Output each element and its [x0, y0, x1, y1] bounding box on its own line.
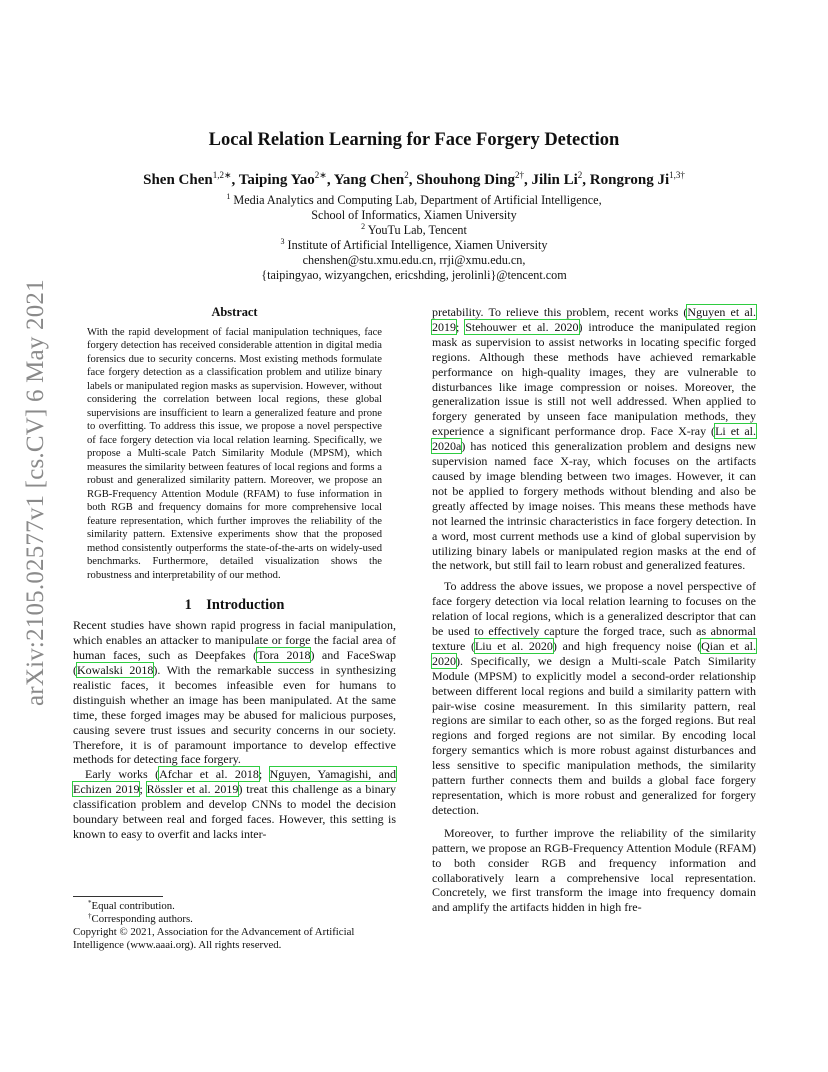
- author-name: Yang Chen: [333, 172, 405, 188]
- citation-link[interactable]: Tora 2018: [257, 648, 311, 663]
- intro-paragraph-4: To address the above issues, we propose a novel perspective of face forgery detection via local relation learning to focuses on the relation of local regions, which is a generalized descriptor that can be used to effectively capture the forged trace, such as abnormal texture (Liu et al. 2020) and high frequency noise (Qian et al. 2020). Specifically, we design a Multi-scale Patch Similarity Module (MPSM) to explicitly model a second-order relationship between different local regions and build a similarity pattern with pair-wise cosine measurement. In this similarity pattern, real regions are similar to each other, so as the forged regions. But real regions and forged regions are not similar. By encoding local forgery semantics which is more robust against disturbances and less sensitive to specific manipulation methods, the similarity pattern further connects them and builds a global face forgery representation, which is more robust and generalized for forgery detection.: [432, 579, 757, 817]
- affiliation-1-cont: School of Informatics, Xiamen University: [311, 208, 517, 222]
- intro-paragraph-1: Recent studies have shown rapid progress in facial manipulation, which enables an attacker to manipulate or forge the facial area of human faces, such as Deepfakes (Tora 2018) and FaceSwap (Kowalski 2018). With the remarkable success in synthesizing realistic faces, it becomes infeasible even for humans to distinguish whether an image has been manipulated. At the same time, these forged images may be abused for malicious purposes, causing severe trust issues and security concerns in our society. Therefore, it is of paramount importance to develop effective methods for detecting face forgery.: [73, 618, 397, 767]
- citation-link[interactable]: Stehouwer et al. 2020: [465, 319, 579, 334]
- left-column: [73, 305, 396, 842]
- footnote-rule: [73, 896, 163, 897]
- citation-link[interactable]: Kowalski 2018: [77, 663, 154, 678]
- paper-title: Local Relation Learning for Face Forgery Detection: [208, 130, 620, 150]
- author-name: Taiping Yao: [238, 172, 315, 188]
- emails-line-1: chenshen@stu.xmu.edu.cn, rrji@xmu.edu.cn,: [302, 253, 526, 267]
- affiliation-1: $^1$ Media Analytics and Computing Lab, Department of Artificial Intelligence,: [226, 192, 602, 207]
- citation-link[interactable]: Qian et al. 2020: [432, 638, 757, 668]
- citation-link[interactable]: Afchar et al. 2018: [159, 767, 259, 782]
- affiliation-3: $^3$ Institute of Artificial Intelligence, Xiamen University: [280, 237, 548, 252]
- author-affiliation-mark: 2: [404, 170, 409, 180]
- footnotes: [73, 896, 396, 952]
- citation-link[interactable]: Liu et al. 2020: [474, 638, 553, 653]
- footnote-corresponding: †Corresponding authors.: [88, 912, 193, 925]
- citation-link[interactable]: Nguyen, Yamagishi, and Echizen 2019: [73, 767, 396, 797]
- author-affiliation-mark: 1,3†: [669, 170, 685, 180]
- intro-paragraph-3: pretability. To relieve this problem, recent works (Nguyen et al. 2019; Stehouwer et al. 2020) introduce the manipulated region mask as supervision to assist networks in locating specific forged regions. Although these methods have achieved remarkable performance on high-quality images, they are vulnerable to disturbances like image compression or noises. Moreover, the generalization issue is still not well addressed. When applied to forgery generated by unseen face manipulation methods, they experience a significant performance drop. Face X-ray (Li et al. 2020a) has noticed this generalization problem and designs new supervision named face X-ray, which focuses on the artifacts caused by image blending between two images. However, it can not be applied to forgery methods without blending and also be greatly affected by image noises. This means these methods have not learned the intrinsic characteristics in face forgery detection. In a word, most current methods use a kind of global supervision by utilizing binary labels or manipulated region masks at the end of the network, but still fail to learn robust and generalized features.: [432, 305, 757, 573]
- author-affiliation-mark: 2∗: [314, 170, 327, 180]
- author-list: Shen Chen$^{1,2∗}$, Taiping Yao$^{2∗}$, Yang Chen$^2$, Shouhong Ding$^{2\dagger}$, Jilin Li$^2$, Rongrong $Ji^{1,3\dagger}$: [143, 170, 685, 188]
- abstract-heading: Abstract: [211, 305, 258, 319]
- citation-link[interactable]: Rössler et al. 2019: [146, 782, 239, 797]
- intro-paragraph-2: Early works (Afchar et al. 2018; Nguyen, Yamagishi, and Echizen 2019; Rössler et al. 2019) treat this challenge as a binary classification problem and develop CNNs to model the decision boundary between real and forged faces. However, this setting is known to easy to overfit and lacks inter-: [73, 767, 396, 841]
- affiliations: [0, 193, 828, 283]
- right-column: [432, 305, 756, 915]
- author-name: Shouhong Ding: [416, 172, 516, 188]
- arxiv-identifier: arXiv:2105.02577v1 [cs.CV] 6 May 2021: [22, 279, 49, 706]
- copyright-notice: Copyright © 2021, Association for the Advancement of Artificial Intelligence (www.aaai.org). All rights reserved.: [73, 926, 355, 951]
- introduction-heading: 1 Introduction: [184, 597, 285, 614]
- citation-link[interactable]: Li et al. 2020a: [432, 424, 757, 454]
- footnote-equal-contribution: *Equal contribution.: [88, 899, 175, 912]
- abstract-body: With the rapid development of facial manipulation techniques, face forgery detection has received considerable attention in digital media forensics due to security concerns. Most existing methods formulate face forgery detection as a classification problem and utilize binary labels or manipulated region masks as supervision. However, without considering the correlation between local regions, these global supervisions are insufficient to learn a generalized feature and prone to overfitting. To address this issue, we propose a novel perspective of face forgery detection via local relation learning. Specifically, we propose a Multi-scale Patch Similarity Module (MPSM), which measures the similarity between features of local regions and forms a robust and generalized similarity pattern. Moreover, we propose an RGB-Frequency Attention Module (RFAM) to fuse information in both RGB and frequency domains for more comprehensive local feature representation, which further improves the reliability of the similarity pattern. Extensive experiments show that the proposed method consistently outperforms the state-of-the-arts on widely-used benchmarks. Furthermore, detailed visualization shows the robustness and interpretability of our method.: [87, 326, 382, 581]
- author-name: Jilin Li: [531, 172, 578, 188]
- author-affiliation-mark: 2†: [515, 170, 525, 180]
- intro-paragraph-5: Moreover, to further improve the reliability of the similarity pattern, we propose an RGB-Frequency Attention Module (RFAM) to both consider RGB and frequency information and collaboratively learn a comprehensive local representation. Concretely, we first transform the image into frequency domain and amplify the artifacts hidden in high fre-: [432, 825, 756, 915]
- author-affiliation-mark: 2: [577, 170, 583, 180]
- author-affiliation-mark: 1,2∗: [212, 170, 232, 180]
- citation-link[interactable]: Nguyen et al. 2019: [432, 305, 756, 334]
- emails-line-2: {taipingyao, wizyangchen, ericshding, jerolinli}@tencent.com: [261, 268, 567, 282]
- affiliation-2: $^2$ YouTu Lab, Tencent: [361, 222, 467, 237]
- author-name: Shen Chen: [143, 172, 213, 188]
- author-name: Rongrong Ji: [589, 172, 670, 188]
